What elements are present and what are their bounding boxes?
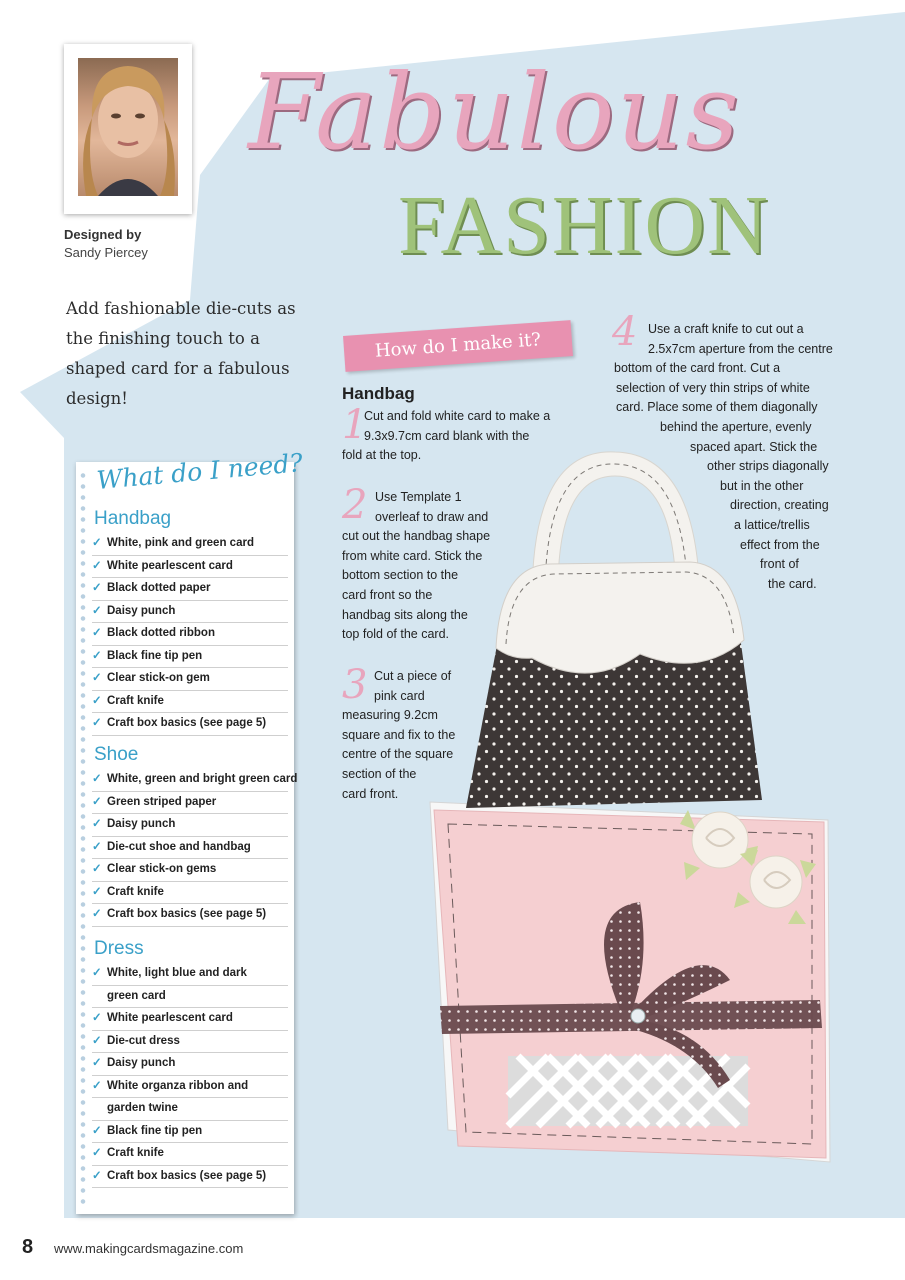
list-item: ✓ Black dotted paper bbox=[92, 578, 288, 601]
section-title-handbag: Handbag bbox=[94, 508, 172, 529]
list-item: ✓ Black fine tip pen bbox=[92, 1121, 288, 1144]
step-3-text: Cut a piece of pink card measuring 9.2cm square and fix to the centre of the square section of the card front. bbox=[342, 669, 456, 801]
list-item-continuation: garden twine bbox=[92, 1098, 288, 1121]
list-item: ✓ Clear stick-on gems bbox=[92, 859, 288, 882]
check-icon: ✓ bbox=[92, 559, 102, 572]
check-icon: ✓ bbox=[92, 537, 102, 549]
list-item: ✓ Daisy punch bbox=[92, 601, 288, 624]
check-icon: ✓ bbox=[92, 694, 102, 707]
check-icon: ✓ bbox=[92, 672, 102, 684]
designed-by-label: Designed by bbox=[64, 227, 142, 242]
check-icon: ✓ bbox=[92, 1079, 102, 1092]
list-item: ✓ Die-cut dress bbox=[92, 1031, 288, 1054]
check-icon: ✓ bbox=[92, 604, 102, 617]
step-number-1: 1 bbox=[342, 402, 368, 448]
step-number-3: 3 bbox=[342, 662, 368, 708]
handbag-heading: Handbag bbox=[342, 384, 415, 403]
list-item: ✓ Black fine tip pen bbox=[92, 646, 288, 669]
list-item-continuation: green card bbox=[92, 986, 288, 1009]
check-icon: ✓ bbox=[92, 1012, 102, 1024]
list-item: ✓ White pearlescent card bbox=[92, 1008, 288, 1031]
check-icon: ✓ bbox=[92, 818, 102, 830]
shoe-materials-list bbox=[92, 769, 298, 927]
check-icon: ✓ bbox=[92, 1034, 102, 1047]
list-item: ✓ Black dotted ribbon bbox=[92, 623, 288, 646]
check-icon: ✓ bbox=[92, 840, 102, 853]
designer-name: Sandy Piercey bbox=[64, 245, 148, 260]
check-icon: ✓ bbox=[92, 1057, 102, 1069]
check-icon: ✓ bbox=[92, 627, 102, 639]
check-icon: ✓ bbox=[92, 649, 102, 662]
list-item: ✓ Daisy punch bbox=[92, 814, 288, 837]
step-number-2: 2 bbox=[342, 482, 368, 528]
check-icon: ✓ bbox=[92, 863, 102, 875]
list-item: ✓ Clear stick-on gem bbox=[92, 668, 288, 691]
list-item: ✓ White pearlescent card bbox=[92, 556, 288, 579]
title-script: Fabulous bbox=[248, 51, 741, 173]
list-item: ✓ Craft box basics (see page 5) bbox=[92, 904, 288, 927]
what-do-i-need-title: What do I need? bbox=[95, 448, 304, 495]
list-item: ✓ White, pink and green card bbox=[92, 533, 288, 556]
intro-text: Add fashionable die-cuts as the finishing touch to a shaped card for a fabulous design! bbox=[66, 299, 296, 408]
how-do-i-make-it-banner: How do I make it? bbox=[343, 320, 573, 372]
check-icon: ✓ bbox=[92, 1169, 102, 1182]
step-4-text: Use a craft knife to cut out a 2.5x7cm aperture from the centre bottom of the card front. Cut a selection of very thin strips of white card. Place some of them diagonally behind the aperture, evenly spaced apart. Stick the other strips diagonally but in the other direction, creating a lattice/trellis effect from the front of the card. bbox=[614, 322, 833, 591]
list-item: ✓ Craft box basics (see page 5) bbox=[92, 713, 288, 736]
designer-photo-frame bbox=[64, 44, 192, 214]
check-icon: ✓ bbox=[92, 582, 102, 594]
website-url: www.makingcardsmagazine.com bbox=[54, 1241, 244, 1256]
check-icon: ✓ bbox=[92, 795, 102, 808]
check-icon: ✓ bbox=[92, 885, 102, 898]
step-2-text: Use Template 1 overleaf to draw and cut out the handbag shape from white card. Stick the bottom section to the card front so the handbag sits along the top fold of the card. bbox=[342, 490, 491, 642]
clear-gem bbox=[631, 1009, 645, 1023]
list-item: ✓ Green striped paper bbox=[92, 792, 288, 815]
list-item: ✓ White, light blue and dark bbox=[92, 963, 288, 986]
list-item: ✓ Craft knife bbox=[92, 1143, 288, 1166]
step-number-4: 4 bbox=[612, 309, 638, 355]
list-item: ✓ White organza ribbon and bbox=[92, 1076, 288, 1099]
check-icon: ✓ bbox=[92, 717, 102, 729]
check-icon: ✓ bbox=[92, 967, 102, 979]
list-item: ✓ Craft knife bbox=[92, 691, 288, 714]
dress-materials-list bbox=[92, 963, 288, 1188]
page-number: 8 bbox=[22, 1236, 34, 1258]
list-item: ✓ Die-cut shoe and handbag bbox=[92, 837, 288, 860]
list-item: ✓ Daisy punch bbox=[92, 1053, 288, 1076]
check-icon: ✓ bbox=[92, 773, 102, 785]
portrait-illustration bbox=[78, 58, 178, 196]
check-icon: ✓ bbox=[92, 908, 102, 920]
list-item: ✓ White, green and bright green card bbox=[92, 769, 288, 792]
title-fashion: FASHION bbox=[398, 179, 770, 272]
list-item: ✓ Craft knife bbox=[92, 882, 288, 905]
check-icon: ✓ bbox=[92, 1124, 102, 1137]
what-do-i-need-panel bbox=[76, 448, 304, 1214]
section-title-dress: Dress bbox=[94, 938, 144, 959]
notebook-holes bbox=[80, 470, 86, 1208]
handbag-materials-list bbox=[92, 533, 288, 736]
list-item: ✓ Craft box basics (see page 5) bbox=[92, 1166, 288, 1189]
section-title-shoe: Shoe bbox=[94, 744, 139, 765]
designer-photo bbox=[78, 58, 178, 196]
step-1-text: Cut and fold white card to make a 9.3x9.7cm card blank with the fold at the top. bbox=[342, 409, 551, 463]
check-icon: ✓ bbox=[92, 1147, 102, 1159]
